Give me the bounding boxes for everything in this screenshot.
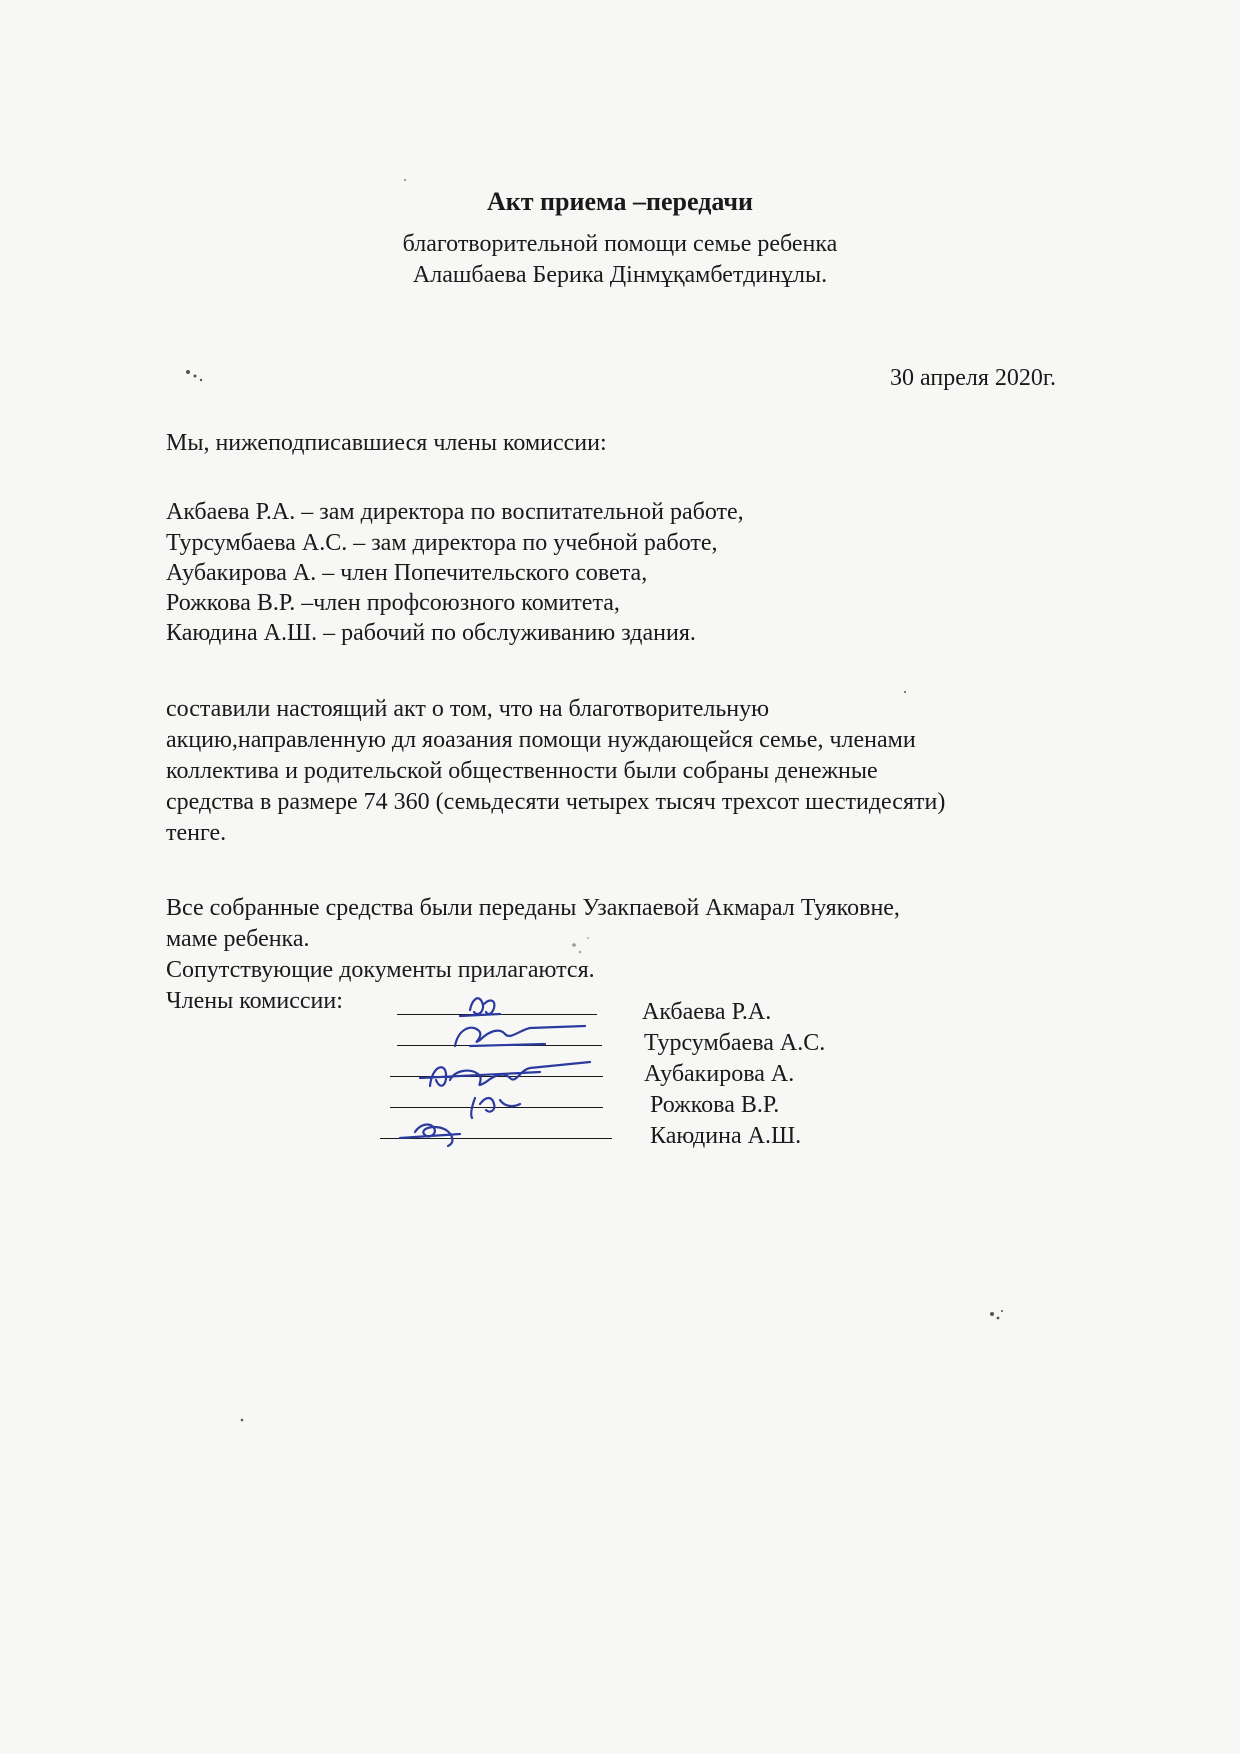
attachments-note: Сопутствующие документы прилагаются. <box>166 957 595 983</box>
signatory-name: Каюдина А.Ш. <box>650 1123 802 1149</box>
document-title: Акт приема –передачи <box>487 187 753 216</box>
signatory-name: Турсумбаева А.С. <box>644 1030 826 1056</box>
body-line: акцию,направленную дл яоазания помощи нуждающейся семье, членами <box>166 727 916 753</box>
body-line: составили настоящий акт о том, что на благотворительную <box>166 696 770 722</box>
signatory-name: Аубакирова А. <box>644 1061 795 1087</box>
signatory-name: Акбаева Р.А. <box>642 999 772 1025</box>
document-subtitle-line-2: Алашбаева Берика Дінмұқамбетдинұлы. <box>412 262 828 288</box>
signatory-name: Рожкова В.Р. <box>650 1092 780 1118</box>
document-subtitle-line-1: благотворительной помощи семье ребенка <box>402 231 838 257</box>
member-line: Каюдина А.Ш. – рабочий по обслуживанию здания. <box>166 620 696 646</box>
transfer-line-2: маме ребенка. <box>166 926 310 952</box>
body-line: коллектива и родительской общественности были собраны денежные <box>166 758 878 784</box>
member-line: Рожкова В.Р. –член профсоюзного комитета, <box>166 590 620 616</box>
document-date: 30 апреля 2020г. <box>890 365 1056 391</box>
body-line: тенге. <box>166 820 227 846</box>
transfer-line-1: Все собранные средства были переданы Узакпаевой Акмарал Туяковне, <box>166 895 900 921</box>
intro-text: Мы, нижеподписавшиеся члены комиссии: <box>166 430 607 456</box>
body-line: средства в размере 74 360 (семьдесяти четырех тысяч трехсот шестидесяти) <box>166 789 946 815</box>
signatures-label: Члены комиссии: <box>166 988 343 1014</box>
member-line: Аубакирова А. – член Попечительского совета, <box>166 560 648 586</box>
member-line: Акбаева Р.А. – зам директора по воспитательной работе, <box>166 499 744 525</box>
member-line: Турсумбаева А.С. – зам директора по учебной работе, <box>166 530 718 556</box>
